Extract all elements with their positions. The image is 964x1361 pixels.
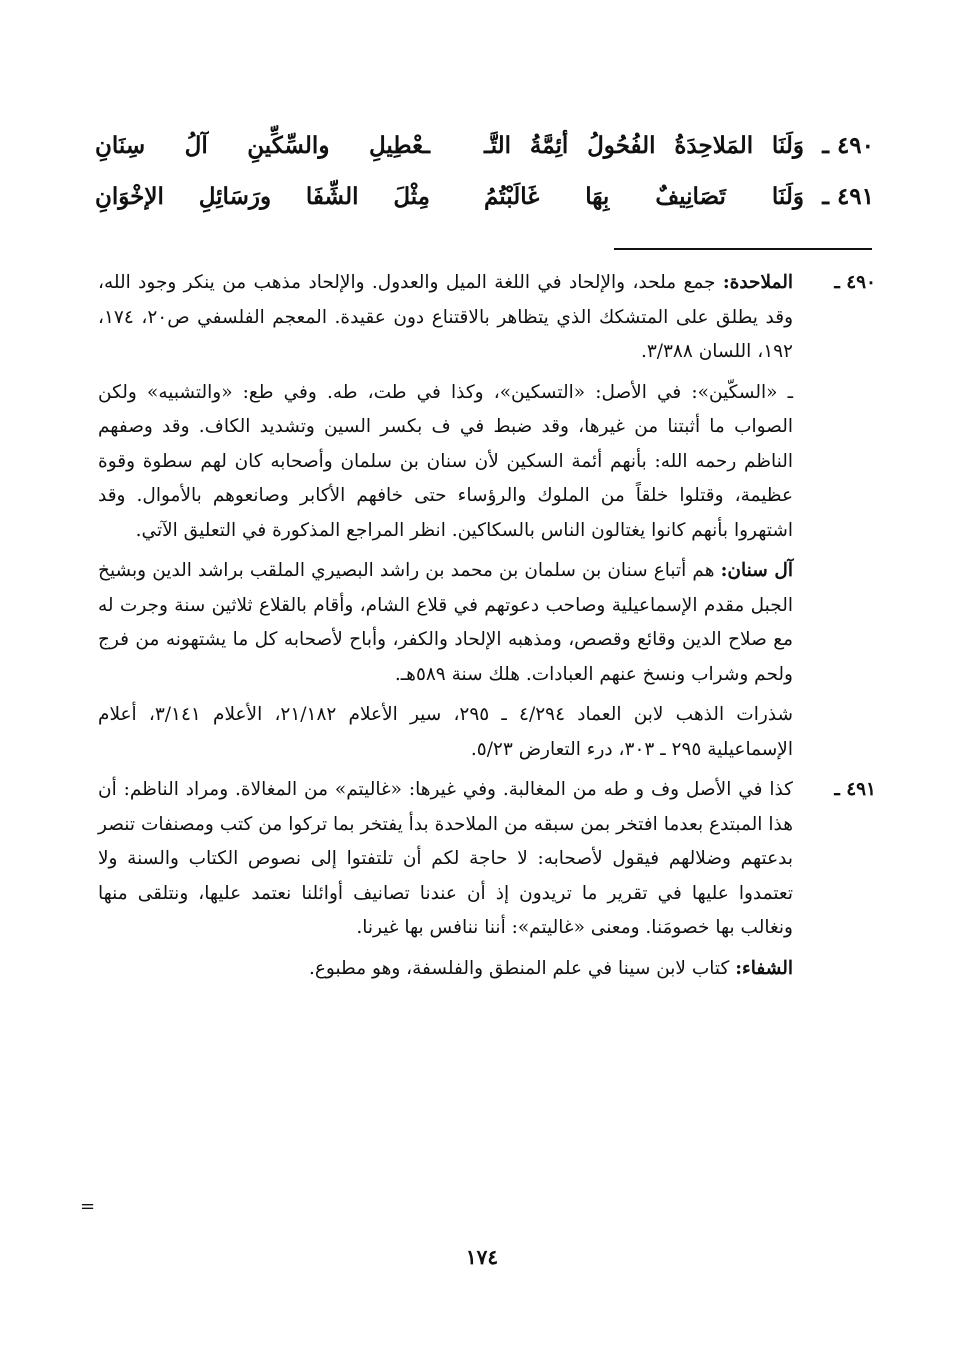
footnote-separator (614, 248, 872, 250)
verse-second-hemistich: مِثْلَ الشِّفَا ورَسَائِلِ الإخْوَانِ (95, 183, 430, 210)
verse-first-hemistich: وَلَنَا المَلاحِدَةُ الفُحُولُ أئِمَّةُ التَّـ (484, 132, 804, 159)
verse-number: ٤٩٠ ـ (822, 132, 874, 159)
footnote-paragraph (98, 952, 876, 987)
continuation-mark: = (80, 1196, 96, 1217)
verse-491 (95, 183, 874, 223)
footnote-text: هم أتباع سنان بن سلمان بن محمد بن راشد البصيري الملقب براشد الدين وبشيخ الجبل مقدم الإسماعيلية وصاحب دعوتهم في قلاع الشام، وأقام بالقلاع ثلاثين سنة وجرت له مع صلاح الدين وقائع وقصص، ومذهبه الإلحاد والكفر، وأباح لأصحابه كل ما يشتهونه من فرج ولحم وشراب ونسخ عنهم العبادات. هلك سنة ٥٨٩هـ. (98, 560, 793, 685)
footnotes (98, 266, 876, 992)
footnote-text: جمع ملحد، والإلحاد في اللغة الميل والعدول. والإلحاد مذهب من ينكر وجود الله، وقد يطلق على المتشكك الذي يتظاهر بالاقتناع دون عقيدة. المعجم الفلسفي ص٢٠، ١٧٤، ١٩٢، اللسان ٣/٣٨٨. (98, 272, 794, 362)
verse-490 (95, 132, 874, 172)
footnote-term: آل سنان: (720, 560, 793, 581)
page-number: ١٧٤ (465, 1245, 499, 1269)
footnote-term: الشفاء: (735, 957, 793, 979)
footnote-text: كتاب لابن سينا في علم المنطق والفلسفة، وهو مطبوع. (309, 957, 736, 979)
footnote-number: ٤٩١ ـ (834, 779, 876, 800)
footnote-490 (98, 266, 876, 370)
footnote-number: ٤٩٠ ـ (834, 272, 876, 293)
footnote-references: شذرات الذهب لابن العماد ٤/٢٩٤ ـ ٢٩٥، سير الأعلام ٢١/١٨٢، الأعلام ٣/١٤١، أعلام الإسماعيلية ٢٩٥ ـ ٣٠٣، درء التعارض ٥/٢٣. (98, 704, 793, 760)
footnote-text: كذا في الأصل وف و طه من المغالبة. وفي غيرها: «غاليتم» من المغالاة. ومراد الناظم: أن هذا المبتدع بعدما افتخر بمن سبقه من الملاحدة بدأ يفتخر بما تركوا من كتب ومصنفات تنصر بدعتهم وضلالهم فيقول لأصحابه: لا حاجة لكم أن تلتفتوا إلى نصوص الكتاب والسنة ولا تعتمدوا عليها في تقرير ما تريدون إذ أن عندنا تصانيف أوائلنا نعتمد عليها، ونتلقى منها ونغالب بها خصومَنا. ومعنى «غاليتم»: أننا ننافس بها غيرنا. (98, 779, 793, 938)
verse-second-hemistich: ـعْطِيلِ والسِّكِّينِ آلُ سِنَانِ (95, 132, 430, 159)
verse-first-hemistich: وَلَنَا تَصَانِيفٌ بِهَا غَالَبْتُمُ (484, 183, 804, 210)
footnote-paragraph: ـ «السكّين»: في الأصل: «التسكين»، وكذا في طت، طه. وفي طع: «والتشبيه» ولكن الصواب ما أثبتنا من غيرها، وقد ضبط في ف بكسر السين وتشديد الكاف. وقد وصفهم الناظم رحمه الله: بأنهم أئمة السكين لأن سنان بن سلمان وأصحابه كان لهم سطوة وقوة عظيمة، وقتلوا خلقاً من الملوك والرؤساء حتى خافهم الأكابر وصانعوهم بالأموال. وقد اشتهروا بأنهم كانوا يغتالون الناس بالسكاكين. انظر المراجع المذكورة في التعليق الآتي. (98, 381, 793, 541)
footnote-paragraph (98, 554, 876, 692)
footnote-491 (98, 773, 876, 946)
footnote-term: الملاحدة: (722, 272, 793, 293)
verse-number: ٤٩١ ـ (822, 183, 874, 210)
